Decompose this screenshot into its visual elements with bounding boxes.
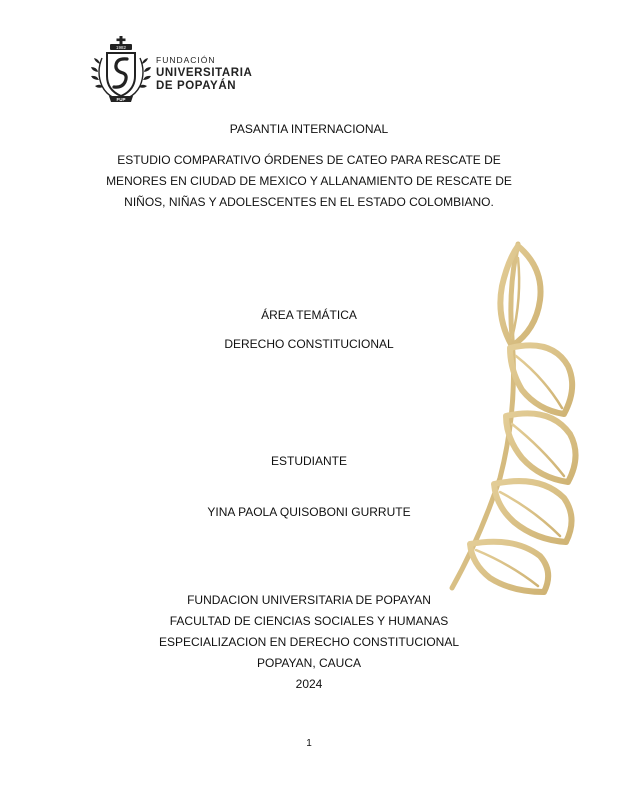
logo-line-2: UNIVERSITARIA <box>156 66 253 79</box>
logo-line-1: FUNDACIÓN <box>156 55 216 65</box>
title-line: MENORES EN CIUDAD DE MEXICO Y ALLANAMIENTO DE RESCATE DE <box>106 174 512 188</box>
university-seal-icon <box>90 36 152 106</box>
laurel-branch-icon <box>440 238 590 598</box>
institution-line: 2024 <box>295 677 323 691</box>
title-line: NIÑOS, NIÑAS Y ADOLESCENTES EN EL ESTADO COLOMBIANO. <box>124 195 494 209</box>
page-number: 1 <box>306 738 312 749</box>
institution-block <box>0 590 618 695</box>
student-name: YINA PAOLA QUISOBONI GURRUTE <box>207 505 411 519</box>
document-title <box>0 150 618 213</box>
area-label: ÁREA TEMÁTICA <box>261 308 357 322</box>
seal-year: 1982 <box>115 45 127 50</box>
document-heading: PASANTIA INTERNACIONAL <box>229 122 389 136</box>
logo-wordmark <box>156 56 252 95</box>
area-value: DERECHO CONSTITUCIONAL <box>224 337 394 351</box>
institution-line: FUNDACION UNIVERSITARIA DE POPAYAN <box>187 593 431 607</box>
institution-line: FACULTAD DE CIENCIAS SOCIALES Y HUMANAS <box>169 614 449 628</box>
title-line: ESTUDIO COMPARATIVO ÓRDENES DE CATEO PARA RESCATE DE <box>117 153 501 167</box>
logo-line-3: DE POPAYÁN <box>156 80 237 92</box>
university-logo <box>90 36 253 106</box>
institution-line: ESPECIALIZACION EN DERECHO CONSTITUCIONAL <box>158 635 460 649</box>
institution-line: POPAYAN, CAUCA <box>256 656 362 670</box>
student-label: ESTUDIANTE <box>270 454 347 468</box>
seal-banner: FUP <box>116 97 126 102</box>
